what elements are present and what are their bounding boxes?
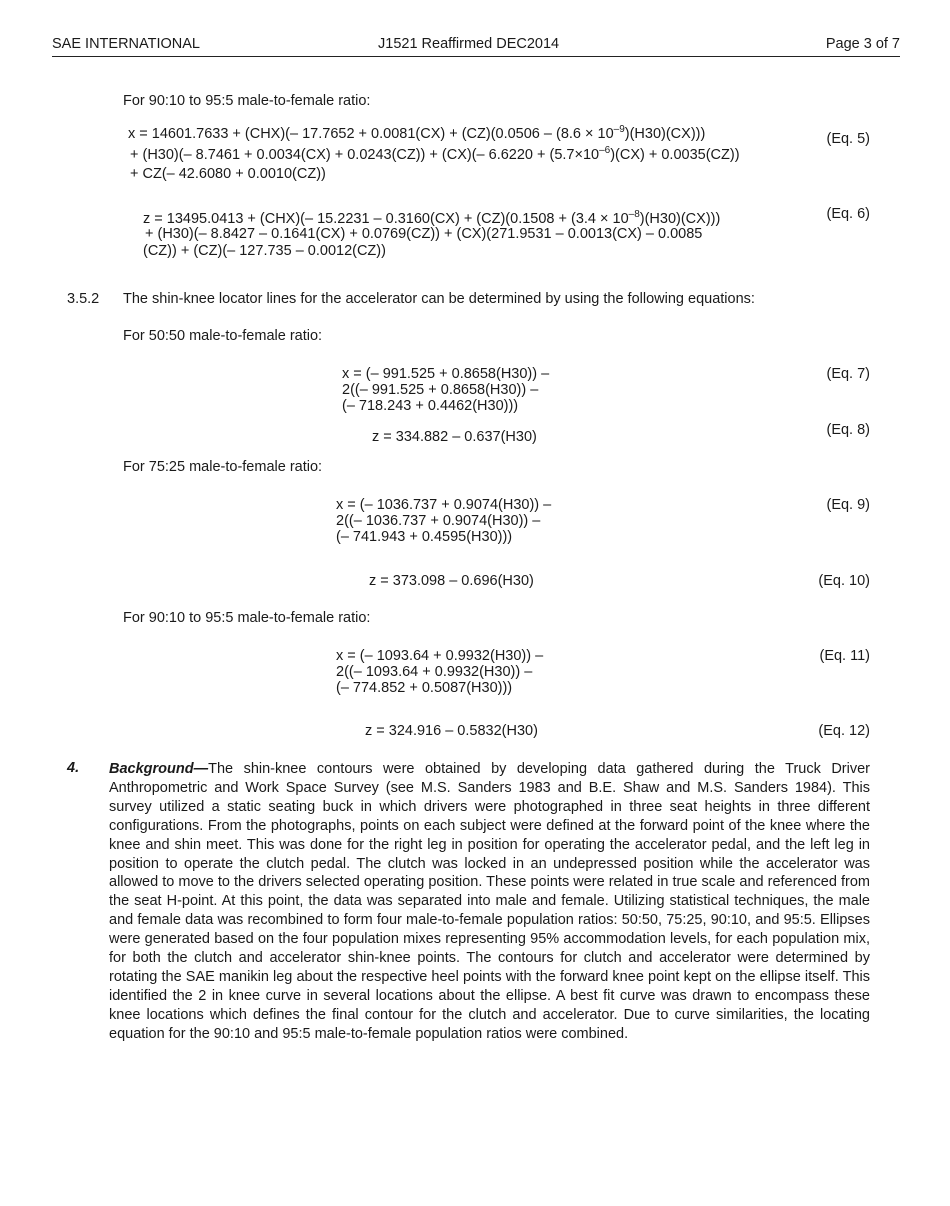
eq8-number: (Eq. 8) [826, 422, 870, 438]
header-doc-id: J1521 Reaffirmed DEC2014 [378, 36, 560, 52]
eq6-number: (Eq. 6) [826, 206, 870, 222]
ratio-label-90-10-b: For 90:10 to 95:5 male-to-female ratio: [123, 610, 371, 626]
eq6-line1: z = 13495.0413 + (CHX)(– $15.2231 - 0.3160(CX) + (CZ)(0.1508 + (3.4 \times 10^{-8})(H30)(CX))$) [143, 209, 721, 227]
eq11-line2: 2((– 1093.64 + 0.9932(H30)) – [336, 664, 533, 680]
eq8-line: z = 334.882 – 0.637(H30) [372, 429, 537, 445]
section-352-text: The shin-knee locator lines for the accelerator can be determined by using the following equations: [123, 291, 755, 307]
section-4-number: 4. [67, 760, 80, 776]
eq9-line1: x = (– 1036.737 + 0.9074(H30)) – [336, 497, 552, 513]
eq5-line1: x = 14601.7633 + (CHX)(– $17.7652 + 0.0081(CX) + (CZ)(0.0506 - (8.6 \times 10^{-9})(H30)(CX))$) [128, 124, 706, 142]
eq9-number: (Eq. 9) [826, 497, 870, 513]
header-org: SAE INTERNATIONAL [52, 36, 200, 52]
eq7-line2: 2((– 991.525 + 0.8658(H30)) – [342, 382, 539, 398]
eq12-line: z = 324.916 – 0.5832(H30) [365, 723, 538, 739]
eq5-line3: + CZ(– 42.6080 + 0.0010(CZ)) [130, 166, 326, 182]
section-352-number: 3.5.2 [67, 291, 100, 307]
eq5-number: (Eq. 5) [826, 131, 870, 147]
eq7-line3: (– 718.243 + 0.4462(H30))) [342, 398, 519, 414]
ratio-label-90-10-a: For 90:10 to 95:5 male-to-female ratio: [123, 93, 371, 109]
section-4-paragraph [109, 760, 870, 1044]
ratio-label-50-50: For 50:50 male-to-female ratio: [123, 328, 323, 344]
header-rule [52, 56, 900, 57]
eq6-line3: (CZ)) + (CZ)(– 127.735 – 0.0012(CZ)) [143, 243, 386, 259]
section-4-body: The shin-knee contours were obtained by developing data gathered during the Truck Driver Anthropometric and Work Space Survey (see M.S. Sanders 1983 and B.E. Shaw and M.S. Sanders 1984). This survey utilized a static seating buck in which drivers were photographed in three seat heights in three different configurations. From the photographs, points on each subject were defined at the forward point of the knee where the knee and shin meet. This was done for the right leg in position for operating the accelerator pedal, and the left leg in position to operate the clutch pedal. The clutch was locked in an undepressed position while the accelerator was allowed to move to the drivers selected operating position. These points were related in true scale and referenced from the seat H-point. At this point, the data was separated into male and female. Utilizing statistical techniques, the male and female data was recombined to form four male-to-female population ratios: 50:50, 75:25, 90:10, and 95:5. Ellipses were generated based on the four population mixes representing 95% accommodation levels, for each population mix, for both the clutch and accelerator shin-knee points. The contours for clutch and accelerator were determined by rotating the SAE manikin leg about the respective heel points with the forward knee point kept on the ellipse itself. This identified the 2 in knee curve in several locations about the ellipse. A best fit curve was drawn to encompass these knee locations which defines the final contour for the clutch and accelerator. Due to curve similarities, the locating equation for the 90:10 and 95:5 male-to-female population ratios were combined. [109, 761, 870, 1042]
eq7-number: (Eq. 7) [826, 366, 870, 382]
eq9-line3: (– 741.943 + 0.4595(H30))) [336, 529, 513, 545]
eq11-line1: x = (– 1093.64 + 0.9932(H30)) – [336, 648, 544, 664]
eq5-line2: + (H30)(– 8.7461 + 0.0034(CX) + 0.0243(CZ)) + (CX)(– $6.6220 + (5.7\times 10^{-6})(CX) + 0.0035(CZ)$) [130, 145, 740, 163]
eq9-line2: 2((– 1036.737 + 0.9074(H30)) – [336, 513, 541, 529]
eq10-number: (Eq. 10) [818, 573, 870, 589]
eq10-line: z = 373.098 – 0.696(H30) [369, 573, 534, 589]
eq7-line1: x = (– 991.525 + 0.8658(H30)) – [342, 366, 550, 382]
eq11-number: (Eq. 11) [819, 648, 870, 664]
eq12-number: (Eq. 12) [818, 723, 870, 739]
eq11-line3: (– 774.852 + 0.5087(H30))) [336, 680, 513, 696]
section-4-title: Background— [109, 761, 209, 777]
header-page-number: Page 3 of 7 [825, 36, 900, 52]
eq6-line2: + (H30)(– 8.8427 – 0.1641(CX) + 0.0769(CZ)) + (CX)(271.9531 – 0.0013(CX) – 0.0085 [145, 226, 703, 242]
ratio-label-75-25: For 75:25 male-to-female ratio: [123, 459, 323, 475]
